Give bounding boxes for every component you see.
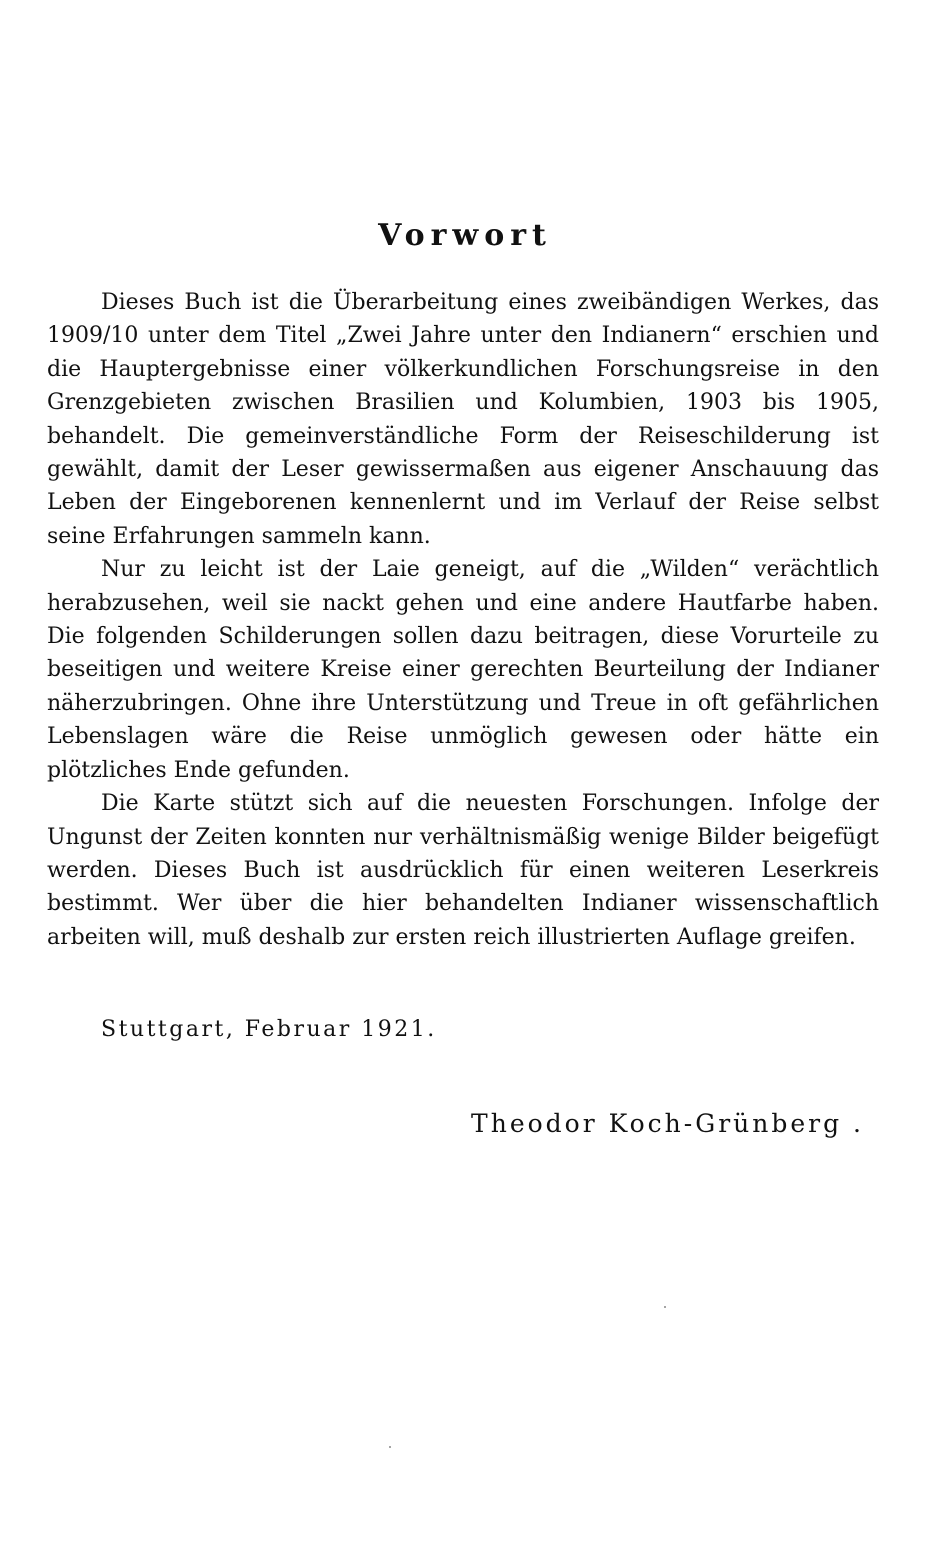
paper-speck [389, 1446, 391, 1448]
page-title: Vorwort [378, 218, 552, 253]
paper-speck [664, 1306, 666, 1308]
foreword-text [47, 286, 879, 954]
paragraph-3: Die Karte stützt sich auf die neuesten Forschungen. Infolge der Ungunst der Zeiten konnten nur verhältnismäßig wenige Bilder beigefügt werden. Dieses Buch ist ausdrücklich für einen weiteren Leserkreis bestimmt. Wer über die hier behandelten Indianer wissenschaftlich arbeiten will, muß deshalb zur ersten reich illustrierten Auflage greifen. [47, 791, 879, 950]
author-signature: Theodor Koch-Grünberg . [471, 1109, 864, 1138]
place-date: Stuttgart, Februar 1921. [101, 1017, 437, 1042]
paragraph-2: Nur zu leicht ist der Laie geneigt, auf die „Wilden“ verächtlich herabzusehen, weil sie nackt gehen und eine andere Hautfarbe haben. Die folgenden Schilderungen sollen dazu beitragen, diese Vorurteile zu beseitigen und weitere Kreise einer gerechten Beurteilung der Indianer näherzubringen. Ohne ihre Unterstützung und Treue in oft gefährlichen Lebenslagen wäre die Reise unmöglich gewesen oder hätte ein plötzliches Ende gefunden. [47, 557, 879, 783]
paragraph-1: Dieses Buch ist die Überarbeitung eines zweibändigen Werkes, das 1909/10 unter dem Titel „Zwei Jahre unter den Indianern“ erschien und die Hauptergebnisse einer völkerkundlichen Forschungsreise in den Grenzgebieten zwischen Brasilien und Kolumbien, 1903 bis 1905, behandelt. Die gemeinverständliche Form der Reiseschilderung ist gewählt, damit der Leser gewissermaßen aus eigener Anschauung das Leben der Eingeborenen kennenlernt und im Verlauf der Reise selbst seine Erfahrungen sammeln kann. [47, 290, 879, 549]
